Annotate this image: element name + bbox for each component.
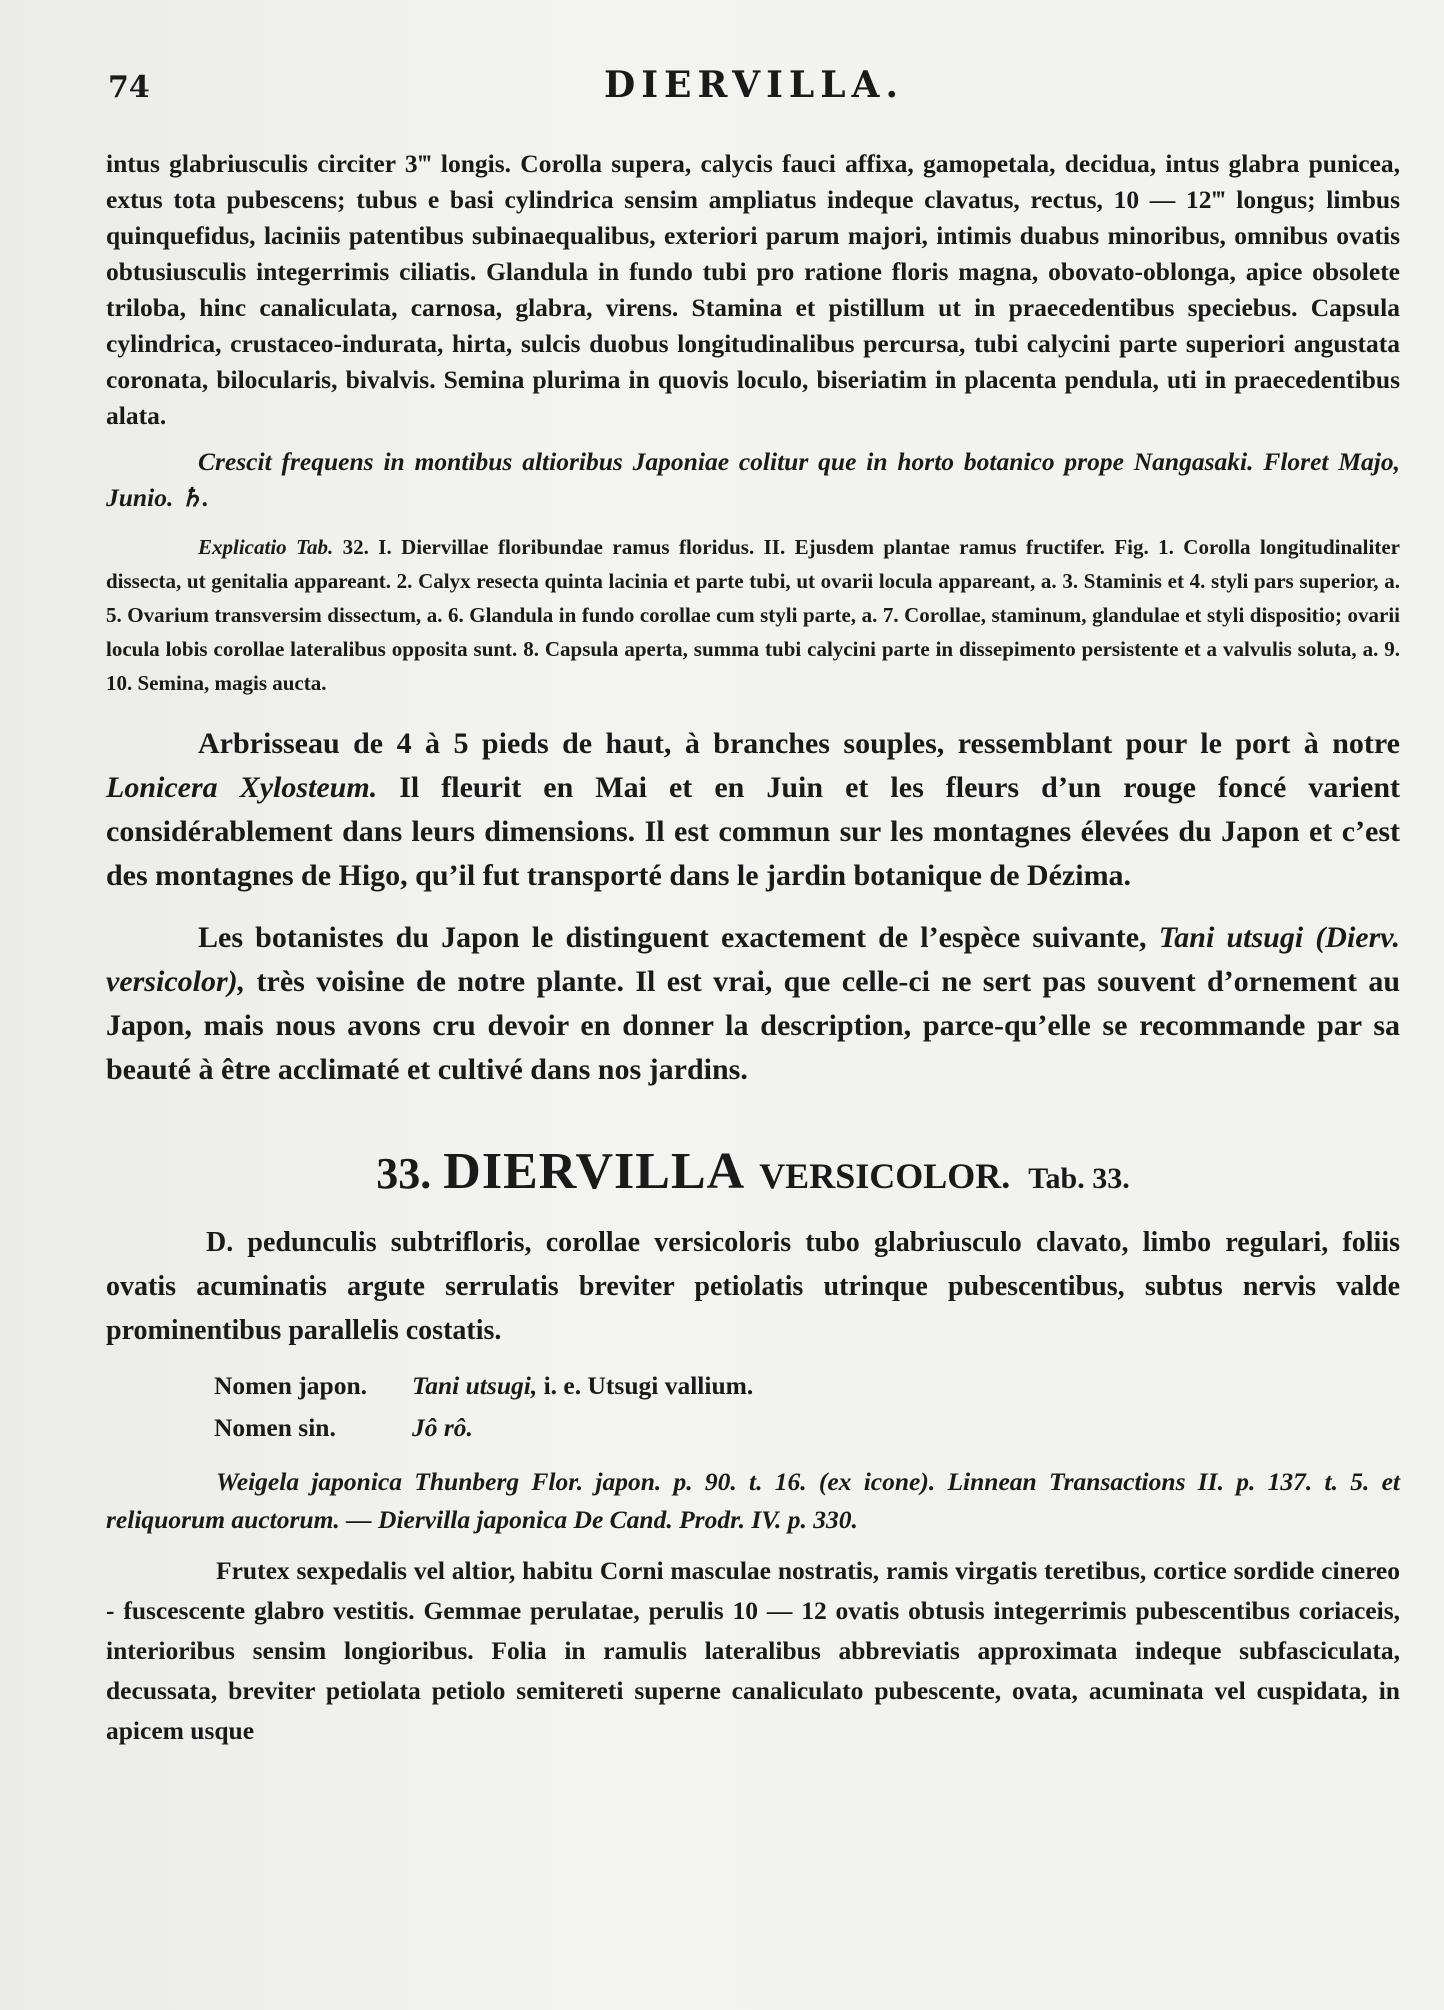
frutex-description: Frutex sexpedalis vel altior, habitu Corni masculae nostratis, ramis virgatis teretibus, cortice sordide cinereo - fuscescente glabro vestitis. Gemmae perulatae, perulis 10 — 12 ovatis obtusis integerrimis pubescentibus coriaceis, interioribus sensim longioribus. Folia in ramulis lateralibus abbreviatis approximata indeque subfasciculata, decussata, breviter petiolata petiolo semitereti superne canaliculato pubescente, ovata, acuminata vel cuspidata, in apicem usque: [106, 1556, 1400, 1745]
species-diagnosis: D. pedunculis subtrifloris, corollae versicoloris tubo glabriusculo clavato, limbo regulari, foliis ovatis acuminatis argute serrulatis breviter petiolatis utrinque pubescentibus, subtus nervis valde prominentibus parallelis costatis.: [106, 1227, 1400, 1346]
name-japanese-rest: i. e. Utsugi vallium.: [537, 1371, 754, 1400]
french-paragraph-2: [106, 916, 1400, 1092]
species-genus: DIERVILLA: [443, 1143, 746, 1200]
species-epithet: VERSICOLOR.: [759, 1156, 1011, 1196]
french-1-italic: Lonicera Xylosteum.: [106, 771, 378, 804]
plate-explanation-lead: Explicatio Tab.: [198, 535, 334, 559]
synonymy: Weigela japonica Thunberg Flor. japon. p. 90. t. 16. (ex icone). Linnean Transactions II. p. 137. t. 5. et reliquorum auctorum. — Diervilla japonica De Cand. Prodr. IV. p. 330.: [106, 1467, 1400, 1534]
plate-explanation: [106, 530, 1400, 700]
page-number: 74: [108, 70, 150, 105]
page-header: [108, 62, 1400, 112]
habitat-paragraph: Crescit frequens in montibus altioribus Japoniae colitur que in horto botanico prope Nangasaki. Floret Majo, Junio. ♄.: [106, 447, 1400, 512]
species-heading: [106, 1142, 1400, 1201]
french-2-text-a: Les botanistes du Japon le distinguent exactement de l’espèce suivante,: [198, 921, 1159, 954]
french-2-text-b: très voisine de notre plante. Il est vrai, que celle-ci ne sert pas souvent d’ornement au Japon, mais nous avons cru devoir en donner la description, parce-qu’elle se recommande par sa beauté à être acclimaté et cultivé dans nos jardins.: [106, 965, 1400, 1086]
running-title: DIERVILLA.: [604, 64, 904, 106]
french-1-text-a: Arbrisseau de 4 à 5 pieds de haut, à branches souples, ressemblant pour le port à notre: [198, 727, 1400, 760]
name-japanese: [214, 1365, 1400, 1407]
species-number: 33.: [376, 1149, 432, 1198]
species-tab-ref: Tab. 33.: [1028, 1162, 1130, 1195]
french-2-italic: Tani utsugi (Dierv. versicolor),: [106, 921, 1400, 998]
page-body: [106, 146, 1400, 1751]
french-1-text-b: Il fleurit en Mai et en Juin et les fleurs d’un rouge foncé varient considérablement dans leurs dimensions. Il est commun sur les montagnes élevées du Japon et c’est des montagnes de Higo, qu’il fut transporté dans le jardin botanique de Dézima.: [106, 771, 1401, 892]
vernacular-names: [106, 1365, 1400, 1449]
plate-explanation-text: 32. I. Diervillae floribundae ramus floridus. II. Ejusdem plantae ramus fructifer. Fig. 1. Corolla longitudinaliter dissecta, ut genitalia appareant. 2. Calyx resecta quinta lacinia et parte tubi, ut ovarii locula appareant, a. 3. Staminis et 4. styli pars superior, a. 5. Ovarium transversim dissectum, a. 6. Glandula in fundo corollae cum styli parte, a. 7. Corollae, staminum, glandulae et styli dispositio; ovarii locula lobis corollae lateralibus opposita sunt. 8. Capsula aperta, summa tubi calycini parte in dissepimento persistente et a valvulis soluta, a. 9. 10. Semina, magis aucta.: [106, 535, 1400, 695]
latin-description: intus glabriusculis circiter 3‴ longis. Corolla supera, calycis fauci affixa, gamopetala, decidua, intus glabra punicea, extus tota pubescens; tubus e basi cylindrica sensim ampliatus indeque clavatus, rectus, 10 — 12‴ longus; limbus quinquefidus, laciniis patentibus subinaequalibus, exteriori parum majori, intimis duabus minoribus, omnibus ovatis obtusiusculis integerrimis ciliatis. Glandula in fundo tubi pro ratione floris magna, obovato-oblonga, apice obsolete triloba, hinc canaliculata, carnosa, glabra, virens. Stamina et pistillum ut in praecedentibus speciebus. Capsula cylindrica, crustaceo-indurata, hirta, sulcis duobus longitudinalibus percursa, tubi calycini parte superiori angustata coronata, bilocularis, bivalvis. Semina plurima in quovis loculo, biseriatim in placenta pendula, uti in praecedentibus alata.: [106, 149, 1400, 430]
french-paragraph-1: [106, 722, 1400, 898]
name-chinese: [214, 1407, 1400, 1449]
name-chinese-value: Jô rô.: [412, 1413, 473, 1442]
name-chinese-label: Nomen sin.: [214, 1413, 336, 1442]
name-japanese-label: Nomen japon.: [214, 1371, 368, 1400]
name-japanese-value: Tani utsugi,: [412, 1371, 538, 1400]
